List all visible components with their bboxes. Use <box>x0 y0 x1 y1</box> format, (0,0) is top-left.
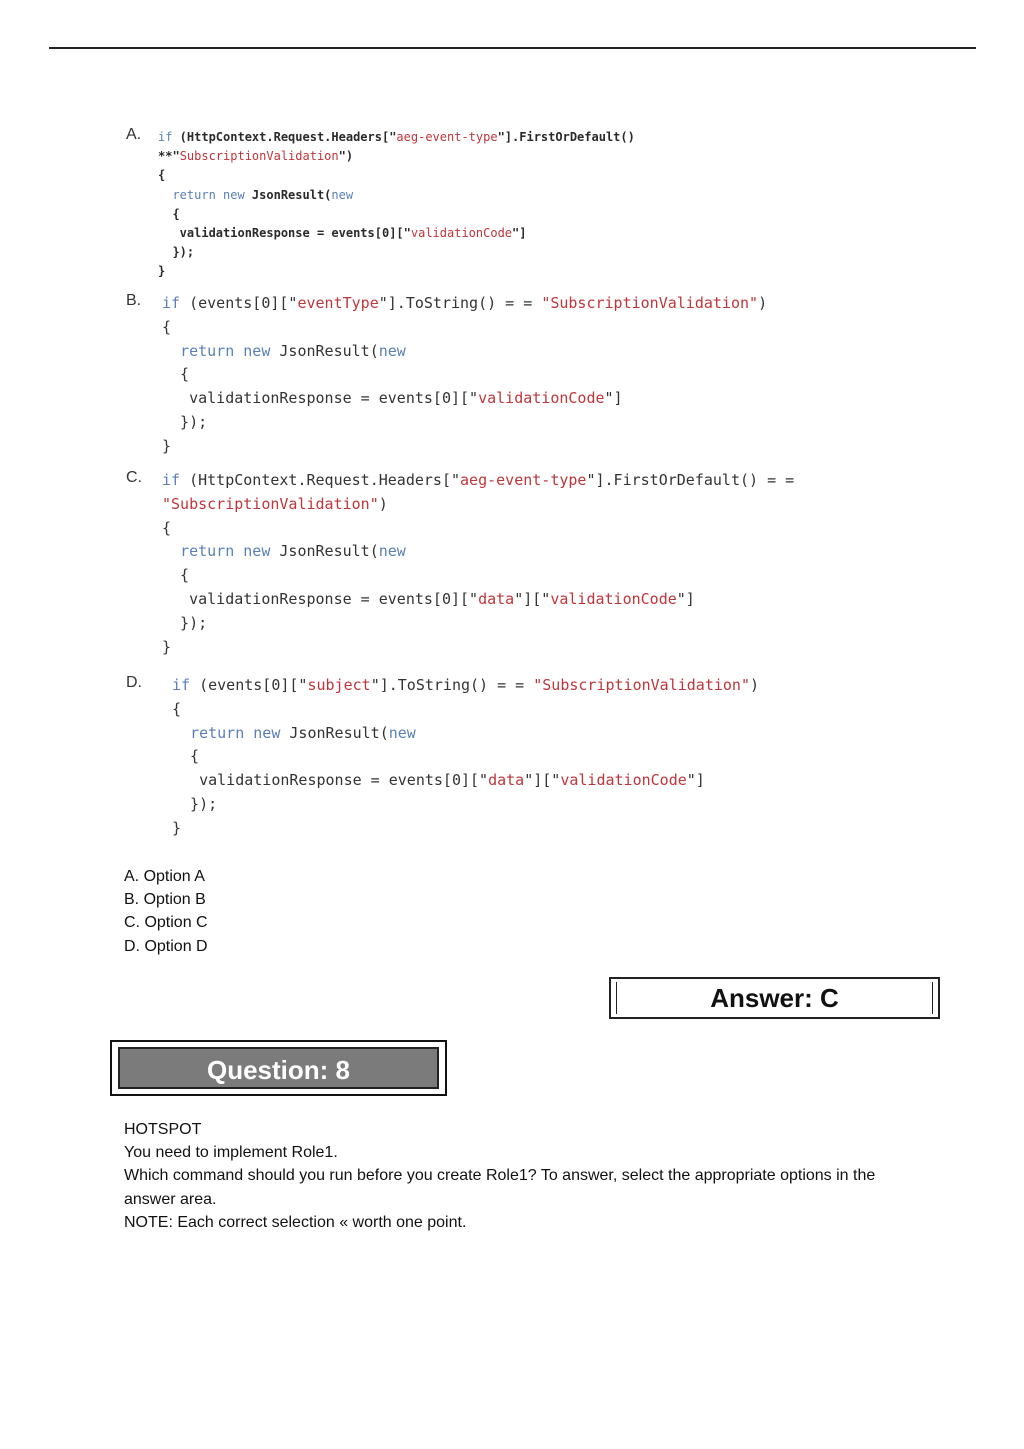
code-line <box>158 224 635 243</box>
code-text <box>172 724 190 742</box>
code-text: JsonResult( <box>270 341 379 360</box>
code-text: } <box>162 436 172 455</box>
code-string: subject <box>307 676 371 694</box>
code-text: "] <box>512 226 527 241</box>
header-rule <box>49 47 976 49</box>
code-text: (events[0][" <box>190 676 308 694</box>
question-line-1: You need to implement Role1. <box>124 1144 338 1162</box>
code-line <box>172 698 759 722</box>
code-string: data <box>478 589 515 608</box>
choice-option-d: D. Option D <box>124 937 208 955</box>
code-text: "].ToString() = = <box>370 676 534 694</box>
code-line <box>162 564 794 588</box>
code-text: ) <box>378 494 388 513</box>
code-string: aeg-event-type <box>396 130 498 144</box>
code-text: "].FirstOrDefault() = = <box>586 471 795 489</box>
code-keyword: return new <box>180 542 271 561</box>
code-string: validationCode <box>478 389 605 408</box>
code-line <box>162 540 794 564</box>
code-line <box>158 186 635 205</box>
code-line <box>162 636 794 660</box>
code-line <box>172 817 759 841</box>
code-keyword: return new <box>190 723 281 742</box>
code-line <box>162 588 794 612</box>
code-string: SubscriptionValidation <box>179 149 339 164</box>
question-banner <box>110 1040 447 1096</box>
code-text: JsonResult( <box>244 187 332 202</box>
code-line <box>158 262 635 281</box>
code-text: (HttpContext.Request.Headers[" <box>172 130 397 144</box>
answer-choices <box>124 865 208 958</box>
code-line <box>162 612 794 636</box>
question-note: NOTE: Each correct selection « worth one point. <box>124 1213 467 1231</box>
code-keyword: new <box>378 542 406 561</box>
code-line <box>162 493 794 517</box>
code-text: ") <box>338 149 354 164</box>
code-text: (events[0][" <box>180 294 298 312</box>
question-banner-fill <box>118 1047 439 1089</box>
code-string: validationCode <box>560 771 687 790</box>
code-text: ) <box>750 676 760 694</box>
code-text: } <box>172 818 182 837</box>
code-string: "SubscriptionValidation" <box>541 294 759 312</box>
code-line <box>162 517 794 541</box>
option-c-letter: C. <box>126 469 142 486</box>
code-keyword: new <box>388 723 416 742</box>
code-keyword: if <box>162 294 181 312</box>
code-text: "] <box>676 589 695 608</box>
question-line-2: Which command should you run before you create Role1? To answer, select the appropriate options in the answer area. <box>124 1167 876 1208</box>
code-line <box>162 411 767 435</box>
code-line <box>162 292 767 316</box>
code-line <box>162 363 767 387</box>
code-string: data <box>488 771 525 790</box>
code-string: "SubscriptionValidation" <box>162 494 379 513</box>
code-text: JsonResult( <box>280 723 389 742</box>
option-d-letter: D. <box>126 674 142 691</box>
code-keyword: return new <box>172 187 245 202</box>
code-text: { <box>162 317 172 336</box>
code-line <box>162 469 794 493</box>
code-text: { <box>162 518 172 537</box>
code-text: }); <box>162 412 208 431</box>
code-keyword: if <box>172 676 191 694</box>
code-line <box>158 205 635 224</box>
code-text: }); <box>162 613 208 632</box>
code-line <box>172 674 759 698</box>
code-string: eventType <box>297 294 379 312</box>
code-text: validationResponse = events[0][" <box>162 389 479 408</box>
code-text: "] <box>604 389 623 408</box>
code-text: { <box>158 168 166 183</box>
code-text: { <box>162 365 190 384</box>
question-title: Question: 8 <box>206 1055 350 1085</box>
code-text: validationResponse = events[0][" <box>162 589 479 608</box>
code-text: (HttpContext.Request.Headers[" <box>180 471 461 489</box>
code-text <box>162 342 180 360</box>
option-a-letter: A. <box>126 126 142 143</box>
code-string: "SubscriptionValidation" <box>533 676 750 694</box>
code-text: { <box>172 747 200 766</box>
code-line <box>162 435 767 459</box>
code-text: { <box>162 566 190 585</box>
code-line <box>162 316 767 340</box>
question-type: HOTSPOT <box>124 1121 202 1138</box>
code-line <box>172 722 759 746</box>
code-string: validationCode <box>550 589 677 608</box>
option-a-code <box>158 128 635 282</box>
code-text: ) <box>758 294 768 312</box>
code-line <box>158 166 635 185</box>
choice-option-c: C. Option C <box>124 914 208 932</box>
code-text: JsonResult( <box>270 542 379 561</box>
code-keyword: new <box>378 341 406 360</box>
code-text: "] <box>686 771 705 790</box>
choice-option-a: A. Option A <box>124 868 205 885</box>
option-b-letter: B. <box>126 292 142 309</box>
code-text: "].FirstOrDefault() <box>497 130 635 144</box>
code-line <box>158 243 635 262</box>
code-text: { <box>158 206 180 221</box>
code-keyword: if <box>158 130 173 144</box>
option-d-code <box>172 674 759 841</box>
code-keyword: return new <box>180 341 271 360</box>
choice-option-b: B. Option B <box>124 891 206 909</box>
question-body <box>124 1118 924 1234</box>
code-text: "][" <box>514 589 551 608</box>
code-text <box>158 188 172 202</box>
code-text: validationResponse = events[0][" <box>158 226 411 241</box>
answer-box <box>609 977 940 1019</box>
code-line <box>162 340 767 364</box>
code-string: validationCode <box>410 226 513 241</box>
code-text: **" <box>158 149 180 164</box>
code-line <box>162 387 767 411</box>
option-b-code <box>162 292 767 459</box>
option-c-code <box>162 469 794 659</box>
code-text <box>162 542 180 560</box>
code-line <box>172 745 759 769</box>
code-text: { <box>172 699 182 718</box>
code-keyword: new <box>331 187 354 202</box>
code-keyword: if <box>162 471 181 489</box>
code-text: }); <box>172 794 218 813</box>
code-line <box>158 128 635 147</box>
code-text: } <box>162 637 172 656</box>
answer-label: Answer: C <box>710 983 839 1013</box>
code-text: }); <box>158 245 195 260</box>
code-string: aeg-event-type <box>460 471 587 489</box>
code-line <box>172 793 759 817</box>
code-line <box>172 769 759 793</box>
code-text: "][" <box>524 771 561 790</box>
code-text: } <box>158 264 166 279</box>
code-text: "].ToString() = = <box>378 294 542 312</box>
code-text: validationResponse = events[0][" <box>172 771 489 790</box>
code-line <box>158 147 635 166</box>
